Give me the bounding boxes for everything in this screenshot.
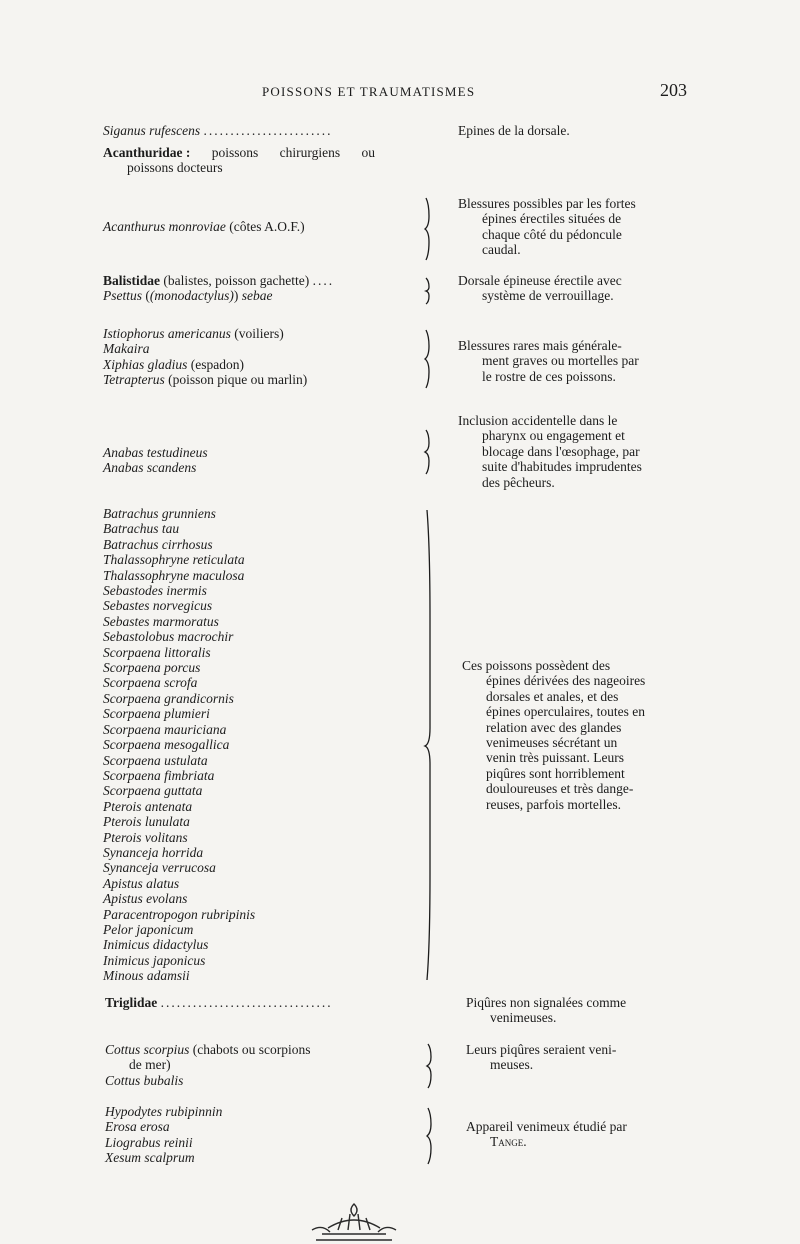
species-name: Scorpaena scrofa [103, 675, 198, 691]
row-acanthurus-right [458, 196, 694, 258]
leader-dots: ................................ [160, 995, 333, 1010]
description-line: Blessures rares mais générale- [458, 338, 622, 353]
page-number: 203 [660, 80, 687, 100]
brace-anabas [422, 428, 434, 476]
printer-ornament [308, 1200, 400, 1244]
description-line: suite d'habitudes imprudentes [482, 459, 642, 475]
species-name: Scorpaena littoralis [103, 644, 211, 660]
species-name: Pterois lunulata [103, 814, 190, 830]
species-note: (monodactylus) [149, 288, 234, 304]
species-name: Pelor japonicum [103, 921, 194, 937]
description-line: relation avec des glandes [486, 719, 622, 735]
species-name: Erosa erosa [105, 1119, 170, 1135]
description-line: Epines de la dorsale. [458, 123, 570, 138]
brace-cottus [424, 1042, 436, 1090]
description-line: venimeuses. [490, 1010, 557, 1026]
species-note-cont: de mer) [129, 1057, 171, 1073]
row-hypodytes-right [466, 1119, 698, 1150]
description-line: Inclusion accidentelle dans le [458, 413, 618, 428]
description-line: Appareil venimeux étudié par [466, 1119, 627, 1134]
description-line: Piqûres non signalées comme [466, 995, 627, 1010]
species-name: Psettus [103, 288, 142, 304]
description-line: chaque côté du pédoncule [482, 226, 622, 242]
species-name: Batrachus grunniens [103, 506, 216, 521]
species-name: Apistus alatus [103, 875, 180, 891]
brace-acanthurus [422, 196, 434, 262]
family-description: poissons chirurgiens ou [211, 145, 375, 160]
brace-venomous [422, 508, 436, 982]
row-balistidae-left: Balistidae (balistes, poisson gachette) .... Psettus ((monodactylus)) sebae [103, 273, 335, 304]
description-line: caudal. [482, 242, 521, 258]
description-line: épines érectiles situées de [482, 211, 622, 227]
species-name: Minous adamsii [103, 968, 190, 984]
species-name: Pterois volitans [103, 829, 188, 845]
description-line: piqûres sont horriblement [486, 765, 625, 781]
brace-istiophorus [422, 328, 434, 390]
row-istiophorus-right [458, 338, 694, 384]
family-name: Triglidae [105, 995, 158, 1010]
species-name: Inimicus japonicus [103, 952, 206, 968]
description-line: reuses, parfois mortelles. [486, 796, 621, 812]
species-name: Sebastes norvegicus [103, 598, 213, 614]
description-line: douloureuses et très dange- [486, 781, 634, 797]
description-line: venimeuses sécrétant un [486, 735, 618, 751]
description-line: Leurs piqûres seraient veni- [466, 1042, 617, 1057]
description-line: meuses. [490, 1057, 534, 1073]
author-name: Tange. [490, 1134, 527, 1150]
row-cottus-right [466, 1042, 698, 1073]
row-balistidae-right [458, 273, 694, 304]
row-cottus-left [105, 1042, 423, 1088]
species-name: Pterois antenata [103, 798, 193, 814]
brace-balistidae [422, 276, 434, 306]
species-name: Scorpaena porcus [103, 660, 201, 676]
description-line: blocage dans l'œsophage, par [482, 443, 640, 459]
row-anabas-left [103, 445, 421, 476]
species-name: Xesum scalprum [105, 1150, 195, 1166]
species-name: Scorpaena ustulata [103, 752, 208, 768]
species-name: Scorpaena grandicornis [103, 690, 234, 706]
family-name: Balistidae [103, 273, 161, 288]
row-anabas-right [458, 413, 694, 490]
row-venomous-left [103, 506, 421, 984]
species-name: Batrachus tau [103, 521, 180, 537]
species-epithet: sebae [241, 288, 273, 304]
row-venomous-right [462, 658, 698, 812]
species-name: Thalassophryne maculosa [103, 567, 245, 583]
row-triglidae-left [105, 995, 423, 1010]
species-name: Anabas scandens [103, 460, 197, 476]
species-name: Sebastodes inermis [103, 583, 207, 599]
species-name: Thalassophryne reticulata [103, 552, 245, 568]
species-name: Scorpaena mauriciana [103, 721, 227, 737]
species-name: Apistus evolans [103, 891, 188, 907]
species-name: Batrachus cirrhosus [103, 536, 213, 552]
species-note: (chabots ou scorpions [192, 1042, 311, 1057]
row-triglidae-right [466, 995, 698, 1026]
species-name: Cottus scorpius [105, 1042, 190, 1057]
leader-dots: ........................ [203, 123, 333, 138]
leader-dots: .... [312, 273, 335, 288]
species-name: Paracentropogon rubripinis [103, 906, 256, 922]
species-name: Synanceja horrida [103, 844, 204, 860]
species-name: Liograbus reinii [105, 1134, 193, 1150]
description-line: le rostre de ces poissons. [482, 368, 616, 384]
species-name: Cottus bubalis [105, 1072, 184, 1088]
description-line: Dorsale épineuse érectile avec [458, 273, 622, 288]
running-title: POISSONS ET TRAUMATISMES [262, 84, 476, 99]
species-note: (côtes A.O.F.) [229, 219, 305, 234]
species-name: Sebastolobus macrochir [103, 629, 234, 645]
description-line: Ces poissons possèdent des [462, 658, 611, 673]
description-line: dorsales et anales, et des [486, 688, 619, 704]
description-line: épines operculaires, toutes en [486, 704, 645, 720]
species-note: (espadon) [190, 356, 244, 372]
row-siganus-left [103, 123, 421, 138]
family-note: (balistes, poisson gachette) [163, 273, 310, 288]
row-istiophorus-left [103, 326, 421, 388]
description-line: Blessures possibles par les fortes [458, 196, 636, 211]
family-description-cont: poissons docteurs [127, 160, 223, 176]
species-name: Sebastes marmoratus [103, 613, 219, 629]
description-line: ment graves ou mortelles par [482, 353, 639, 369]
species-name: Scorpaena guttata [103, 783, 203, 799]
species-note: (voiliers) [234, 326, 284, 341]
row-hypodytes-left [105, 1104, 423, 1166]
species-name: Synanceja verrucosa [103, 860, 216, 876]
brace-hypodytes [424, 1106, 436, 1166]
species-name: Scorpaena fimbriata [103, 767, 215, 783]
description-line: venin très puissant. Leurs [486, 750, 624, 766]
species-name: Scorpaena mesogallica [103, 737, 230, 753]
species-name: Istiophorus americanus [103, 326, 231, 341]
species-name: Scorpaena plumieri [103, 706, 210, 722]
row-siganus-right [458, 123, 694, 138]
description-line: pharynx ou engagement et [482, 428, 625, 444]
species-name: Makaira [103, 341, 150, 357]
species-name: Inimicus didactylus [103, 937, 209, 953]
species-note: (poisson pique ou marlin) [168, 372, 308, 388]
description-line: épines dérivées des nageoires [486, 673, 646, 689]
description-line: des pêcheurs. [482, 474, 555, 490]
species-name: Anabas testudineus [103, 445, 208, 460]
species-name: Xiphias gladius [103, 356, 188, 372]
description-line: système de verrouillage. [482, 288, 614, 304]
family-name: Acanthuridae : [103, 145, 191, 160]
species-name: Acanthurus monroviae [103, 219, 226, 234]
species-name: Hypodytes rubipinnin [105, 1104, 223, 1119]
species-name: Siganus rufescens [103, 123, 201, 138]
row-acanthuridae [103, 145, 421, 176]
row-acanthurus-left [103, 219, 421, 234]
species-name: Tetrapterus [103, 372, 165, 388]
